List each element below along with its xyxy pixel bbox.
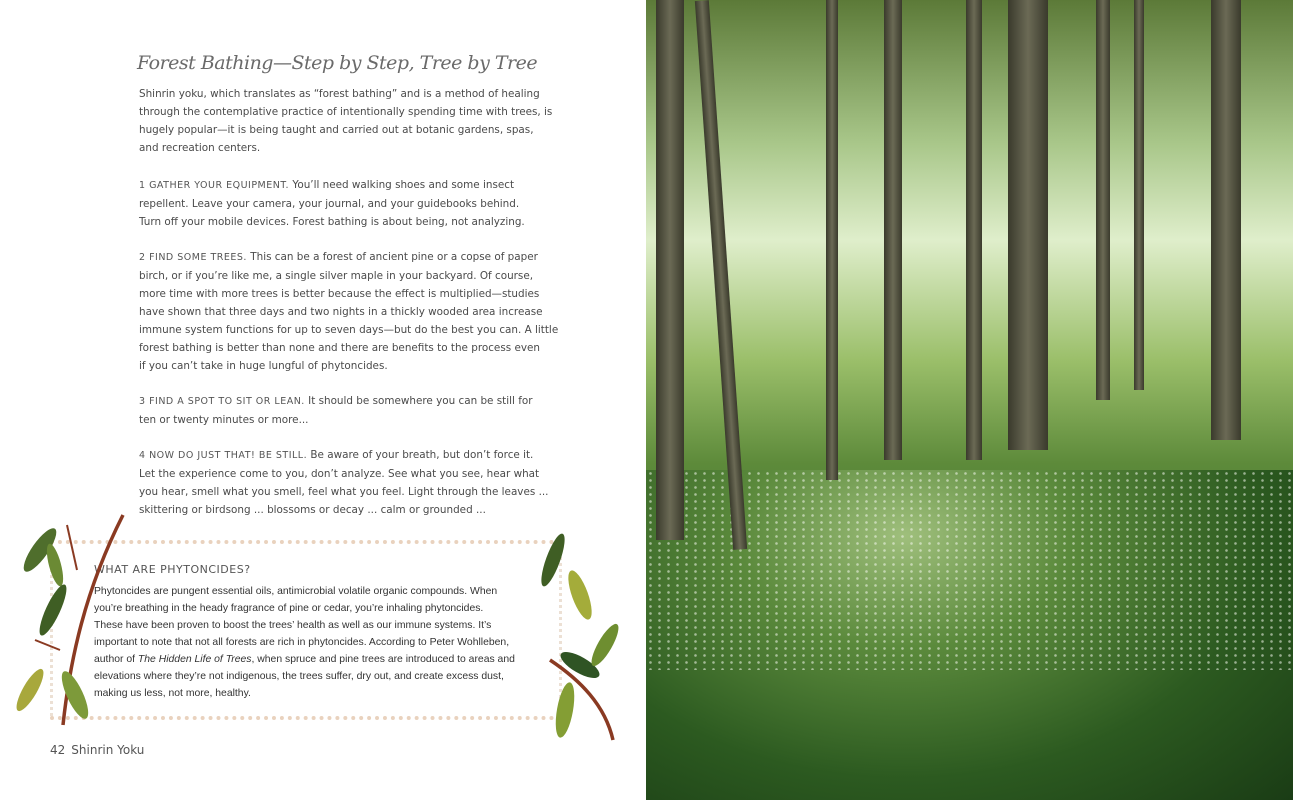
text-line: birch, or if you’re like me, a single silver maple in your backyard. Of course, (139, 270, 534, 282)
step-4 (139, 446, 549, 519)
right-branch-illustration (525, 525, 625, 750)
step-3 (139, 392, 533, 429)
page-footer (50, 743, 150, 757)
text-line: skittering or birdsong ... blossoms or decay ... calm or grounded ... (139, 504, 486, 516)
step-heading: 4 NOW DO JUST THAT! BE STILL. (139, 450, 308, 461)
tree-trunk (695, 0, 747, 550)
text-line: Let the experience come to you, don’t analyze. See what you see, hear what (139, 468, 540, 480)
tree-trunk (1211, 0, 1241, 440)
text-line: You’ll need walking shoes and some insect (289, 179, 515, 191)
text-line: ten or twenty minutes or more... (139, 414, 309, 426)
forest-photo (646, 0, 1293, 800)
text-line: making us less, not more, healthy. (94, 688, 251, 699)
text-line: if you can’t take in huge lungful of phytoncides. (139, 360, 388, 372)
book-title: The Hidden Life of Trees (137, 654, 252, 665)
section-name: Shinrin Yoku (71, 743, 145, 757)
text-line: have shown that three days and two nights in a thickly wooded area increase (139, 306, 543, 318)
page-title: Forest Bathing—Step by Step, Tree by Tree (137, 52, 538, 74)
tree-trunk (826, 0, 838, 480)
tree-trunk (656, 0, 684, 540)
text-line: These have been proven to boost the trees’ health as well as our immune systems. It’s (94, 620, 492, 631)
text-line: through the contemplative practice of intentionally spending time with trees, is (139, 106, 553, 118)
tree-trunk (1008, 0, 1048, 450)
sidebar-text (94, 583, 515, 702)
text-line: you’re breathing in the heady fragrance of pine or cedar, you’re inhaling phytoncides. (94, 603, 484, 614)
text-line: and recreation centers. (139, 142, 261, 154)
text-line: , when spruce and pine trees are introduced to areas and (251, 654, 515, 665)
left-page (0, 0, 646, 800)
text-line: important to note that not all forests are rich in phytoncides. According to Peter Wohlleben, (94, 637, 510, 648)
tree-trunk (966, 0, 982, 460)
text-line: you hear, smell what you smell, feel what you feel. Light through the leaves ... (139, 486, 549, 498)
text-line: This can be a forest of ancient pine or a copse of paper (246, 251, 538, 263)
text-line: Be aware of your breath, but don’t force it. (307, 449, 534, 461)
step-heading: 1 GATHER YOUR EQUIPMENT. (139, 180, 290, 191)
text-line: It should be somewhere you can be still for (304, 395, 533, 407)
sidebar-title: WHAT ARE PHYTONCIDES? (94, 563, 251, 576)
text-line: more time with more trees is better because the effect is multiplied—studies (139, 288, 540, 300)
tree-trunk (1134, 0, 1144, 390)
text-line: author of (94, 654, 138, 665)
text-line: Turn off your mobile devices. Forest bathing is about being, not analyzing. (139, 216, 525, 228)
tree-trunk (884, 0, 902, 460)
text-line: immune system functions for up to seven days—but do the best you can. A little (139, 324, 559, 336)
text-line: hugely popular—it is being taught and carried out at botanic gardens, spas, (139, 124, 534, 136)
text-line: Phytoncides are pungent essential oils, antimicrobial volatile organic compounds. When (94, 586, 498, 597)
step-1 (139, 176, 525, 231)
text-line: elevations where they’re not indigenous, the trees suffer, dry out, and create excess dust, (94, 671, 504, 682)
text-line: Shinrin yoku, which translates as “forest bathing” and is a method of healing (139, 88, 540, 100)
tree-trunk (1096, 0, 1110, 400)
text-line: forest bathing is better than none and there are benefits to the process even (139, 342, 540, 354)
intro-paragraph (139, 85, 553, 157)
text-line: repellent. Leave your camera, your journal, and your guidebooks behind. (139, 198, 520, 210)
step-2 (139, 248, 559, 375)
page-number: 42 (50, 743, 66, 757)
step-heading: 3 FIND A SPOT TO SIT OR LEAN. (139, 396, 305, 407)
step-heading: 2 FIND SOME TREES. (139, 252, 247, 263)
